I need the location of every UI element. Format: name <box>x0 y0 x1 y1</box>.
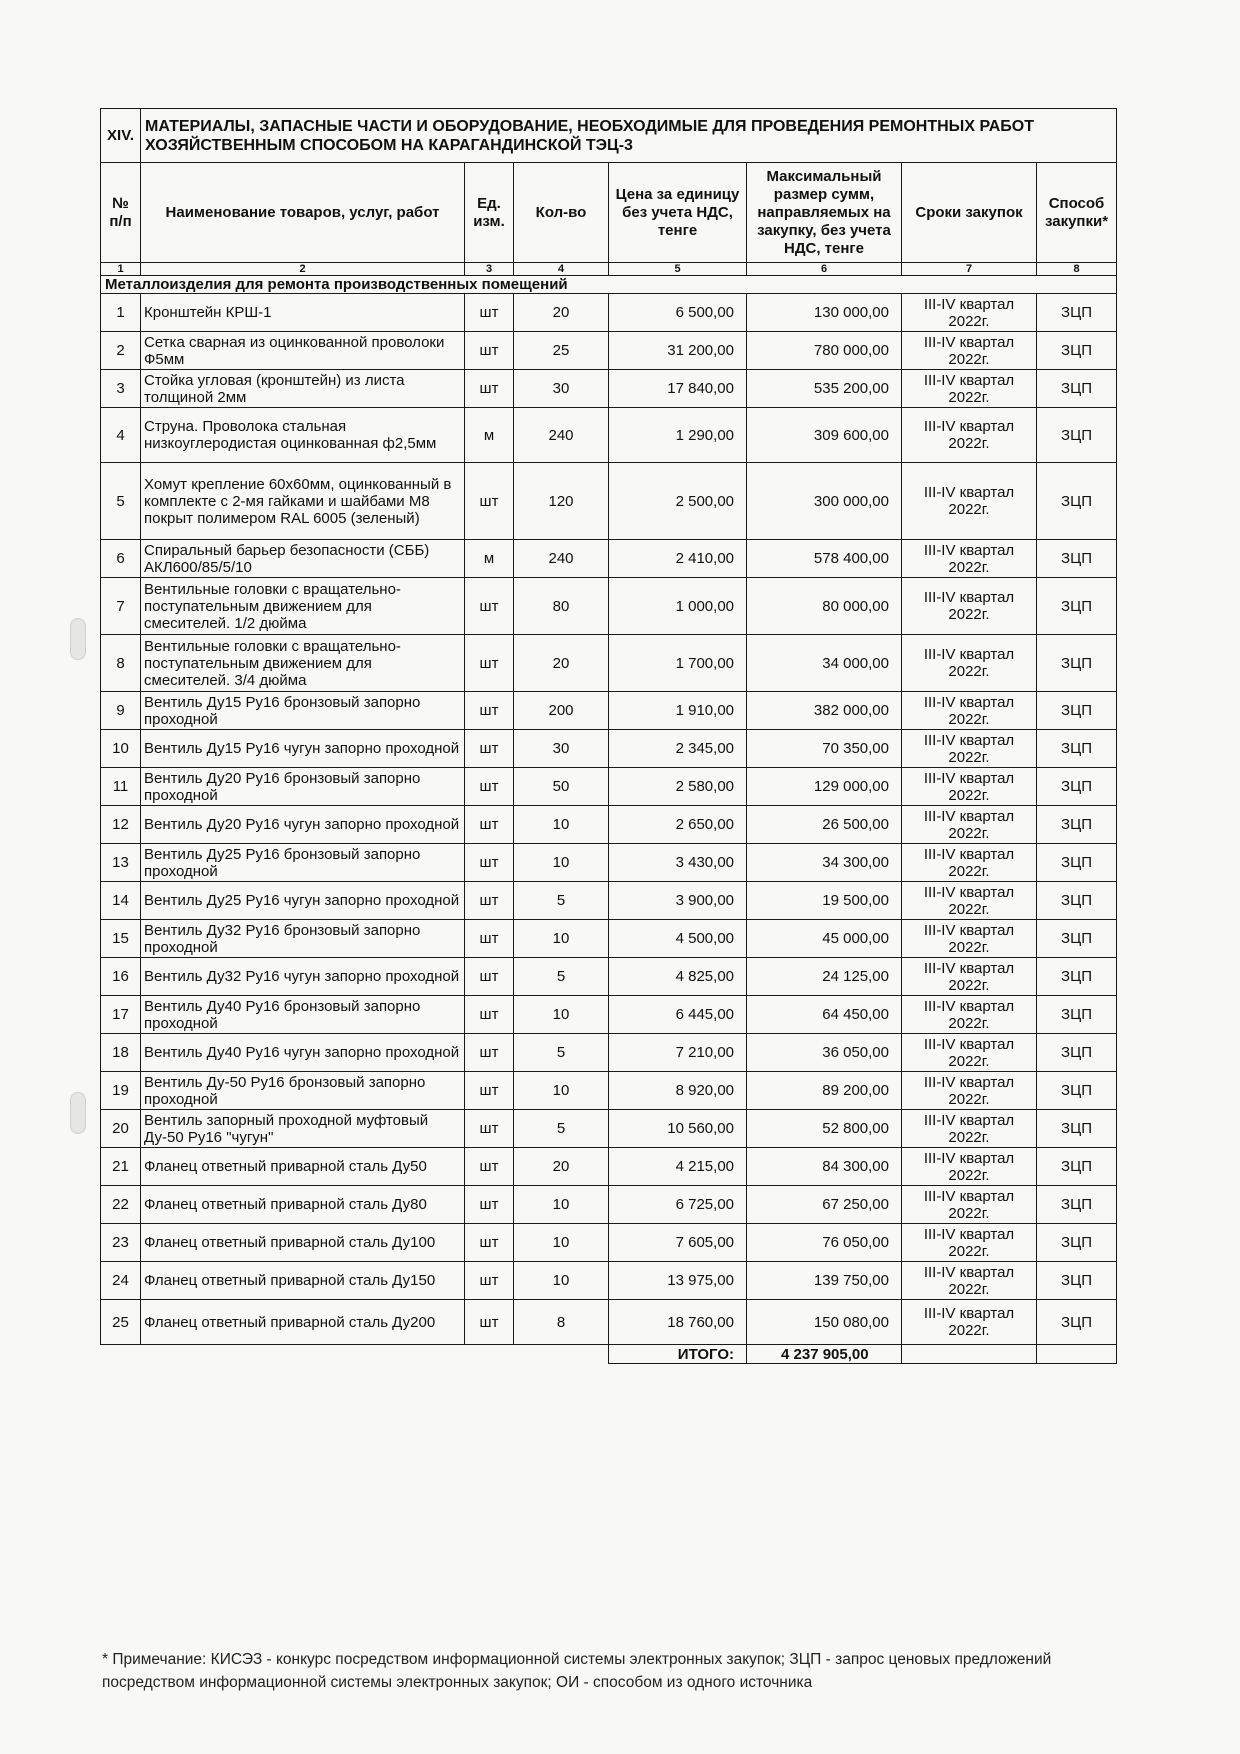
item-price: 7 210,00 <box>609 1034 747 1072</box>
item-method: ЗЦП <box>1037 768 1117 806</box>
item-number: 23 <box>101 1224 141 1262</box>
item-price: 7 605,00 <box>609 1224 747 1262</box>
table-row <box>101 692 1117 730</box>
item-qty: 5 <box>514 1034 609 1072</box>
item-name: Вентиль Ду15 Ру16 чугун запорно проходной <box>141 730 465 768</box>
column-index: 5 <box>609 263 747 276</box>
item-name: Вентильные головки с вращательно-поступательным движением для смесителей. 3/4 дюйма <box>141 635 465 692</box>
item-term: III-IV квартал 2022г. <box>902 1148 1037 1186</box>
item-term: III-IV квартал 2022г. <box>902 1224 1037 1262</box>
table-row <box>101 1262 1117 1300</box>
item-term: III-IV квартал 2022г. <box>902 844 1037 882</box>
table-row <box>101 463 1117 540</box>
header-price: Цена за единицу без учета НДС, тенге <box>609 163 747 263</box>
item-qty: 10 <box>514 920 609 958</box>
item-price: 31 200,00 <box>609 332 747 370</box>
item-number: 4 <box>101 408 141 463</box>
item-number: 17 <box>101 996 141 1034</box>
table-row <box>101 1110 1117 1148</box>
item-unit: шт <box>465 332 514 370</box>
item-term: III-IV квартал 2022г. <box>902 1072 1037 1110</box>
item-qty: 20 <box>514 1148 609 1186</box>
item-name: Вентиль Ду32 Ру16 чугун запорно проходной <box>141 958 465 996</box>
item-qty: 8 <box>514 1300 609 1345</box>
item-method: ЗЦП <box>1037 332 1117 370</box>
item-number: 7 <box>101 578 141 635</box>
table-row <box>101 958 1117 996</box>
item-price: 1 000,00 <box>609 578 747 635</box>
table-row <box>101 294 1117 332</box>
item-price: 4 215,00 <box>609 1148 747 1186</box>
item-unit: шт <box>465 1034 514 1072</box>
table-row <box>101 730 1117 768</box>
item-price: 1 290,00 <box>609 408 747 463</box>
item-qty: 20 <box>514 635 609 692</box>
total-row <box>101 1345 1117 1364</box>
item-number: 19 <box>101 1072 141 1110</box>
item-sum: 64 450,00 <box>747 996 902 1034</box>
group-row <box>101 276 1117 294</box>
header-qty: Кол-во <box>514 163 609 263</box>
section-title-row <box>101 109 1117 163</box>
item-sum: 70 350,00 <box>747 730 902 768</box>
item-price: 6 445,00 <box>609 996 747 1034</box>
header-method: Способ закупки* <box>1037 163 1117 263</box>
item-unit: шт <box>465 958 514 996</box>
item-unit: м <box>465 540 514 578</box>
item-price: 3 900,00 <box>609 882 747 920</box>
item-number: 18 <box>101 1034 141 1072</box>
item-unit: шт <box>465 806 514 844</box>
table-row <box>101 920 1117 958</box>
item-sum: 300 000,00 <box>747 463 902 540</box>
item-name: Спиральный барьер безопасности (СББ) АКЛ600/85/5/10 <box>141 540 465 578</box>
item-sum: 129 000,00 <box>747 768 902 806</box>
item-number: 11 <box>101 768 141 806</box>
item-method: ЗЦП <box>1037 463 1117 540</box>
item-name: Вентиль Ду15 Ру16 бронзовый запорно проходной <box>141 692 465 730</box>
item-method: ЗЦП <box>1037 958 1117 996</box>
item-method: ЗЦП <box>1037 844 1117 882</box>
item-unit: шт <box>465 882 514 920</box>
item-name: Вентиль Ду25 Ру16 чугун запорно проходной <box>141 882 465 920</box>
table-row <box>101 768 1117 806</box>
header-max-sum: Максимальный размер сумм, направляемых на закупку, без учета НДС, тенге <box>747 163 902 263</box>
item-price: 18 760,00 <box>609 1300 747 1345</box>
item-number: 1 <box>101 294 141 332</box>
item-sum: 139 750,00 <box>747 1262 902 1300</box>
item-method: ЗЦП <box>1037 294 1117 332</box>
punch-hole-mark <box>70 1092 86 1134</box>
item-price: 6 725,00 <box>609 1186 747 1224</box>
item-qty: 10 <box>514 806 609 844</box>
item-sum: 24 125,00 <box>747 958 902 996</box>
table-row <box>101 1034 1117 1072</box>
item-sum: 34 000,00 <box>747 635 902 692</box>
item-name: Фланец ответный приварной сталь Ду100 <box>141 1224 465 1262</box>
item-unit: шт <box>465 463 514 540</box>
item-term: III-IV квартал 2022г. <box>902 920 1037 958</box>
item-price: 8 920,00 <box>609 1072 747 1110</box>
item-sum: 130 000,00 <box>747 294 902 332</box>
item-number: 8 <box>101 635 141 692</box>
item-qty: 50 <box>514 768 609 806</box>
column-index-row <box>101 263 1117 276</box>
item-sum: 80 000,00 <box>747 578 902 635</box>
item-number: 25 <box>101 1300 141 1345</box>
item-unit: шт <box>465 370 514 408</box>
item-unit: шт <box>465 1224 514 1262</box>
item-qty: 5 <box>514 1110 609 1148</box>
item-method: ЗЦП <box>1037 692 1117 730</box>
item-term: III-IV квартал 2022г. <box>902 463 1037 540</box>
item-name: Фланец ответный приварной сталь Ду150 <box>141 1262 465 1300</box>
item-name: Фланец ответный приварной сталь Ду50 <box>141 1148 465 1186</box>
item-method: ЗЦП <box>1037 1224 1117 1262</box>
item-sum: 34 300,00 <box>747 844 902 882</box>
item-qty: 10 <box>514 1262 609 1300</box>
total-empty-cell <box>1037 1345 1117 1364</box>
item-method: ЗЦП <box>1037 1034 1117 1072</box>
item-price: 1 910,00 <box>609 692 747 730</box>
item-price: 2 345,00 <box>609 730 747 768</box>
item-number: 6 <box>101 540 141 578</box>
item-method: ЗЦП <box>1037 996 1117 1034</box>
item-term: III-IV квартал 2022г. <box>902 408 1037 463</box>
item-term: III-IV квартал 2022г. <box>902 1262 1037 1300</box>
item-price: 6 500,00 <box>609 294 747 332</box>
item-name: Вентиль Ду25 Ру16 бронзовый запорно проходной <box>141 844 465 882</box>
item-term: III-IV квартал 2022г. <box>902 1034 1037 1072</box>
item-term: III-IV квартал 2022г. <box>902 996 1037 1034</box>
table-row <box>101 1300 1117 1345</box>
footnote: * Примечание: КИСЭЗ - конкурс посредством информационной системы электронных закупок; ЗЦП - запрос ценовых предложений посредством информационной системы электронных закупок; ОИ - способом из одного источника <box>102 1651 1052 1691</box>
item-number: 20 <box>101 1110 141 1148</box>
item-number: 24 <box>101 1262 141 1300</box>
item-unit: шт <box>465 692 514 730</box>
item-name: Вентиль Ду20 Ру16 чугун запорно проходной <box>141 806 465 844</box>
item-method: ЗЦП <box>1037 1148 1117 1186</box>
item-method: ЗЦП <box>1037 635 1117 692</box>
table-row <box>101 578 1117 635</box>
table-row <box>101 408 1117 463</box>
item-name: Вентиль Ду20 Ру16 бронзовый запорно проходной <box>141 768 465 806</box>
item-number: 5 <box>101 463 141 540</box>
header-unit: Ед. изм. <box>465 163 514 263</box>
item-unit: шт <box>465 1110 514 1148</box>
item-qty: 240 <box>514 408 609 463</box>
item-unit: шт <box>465 1186 514 1224</box>
item-qty: 5 <box>514 882 609 920</box>
item-method: ЗЦП <box>1037 578 1117 635</box>
item-number: 13 <box>101 844 141 882</box>
column-index: 7 <box>902 263 1037 276</box>
item-unit: шт <box>465 578 514 635</box>
item-number: 21 <box>101 1148 141 1186</box>
table-row <box>101 332 1117 370</box>
item-name: Кронштейн КРШ-1 <box>141 294 465 332</box>
column-index: 1 <box>101 263 141 276</box>
item-sum: 52 800,00 <box>747 1110 902 1148</box>
item-method: ЗЦП <box>1037 920 1117 958</box>
item-unit: шт <box>465 920 514 958</box>
item-price: 4 500,00 <box>609 920 747 958</box>
header-name: Наименование товаров, услуг, работ <box>141 163 465 263</box>
item-qty: 25 <box>514 332 609 370</box>
item-price: 2 410,00 <box>609 540 747 578</box>
item-term: III-IV квартал 2022г. <box>902 540 1037 578</box>
item-qty: 10 <box>514 844 609 882</box>
item-price: 1 700,00 <box>609 635 747 692</box>
item-method: ЗЦП <box>1037 882 1117 920</box>
item-number: 10 <box>101 730 141 768</box>
item-sum: 535 200,00 <box>747 370 902 408</box>
table-row <box>101 1224 1117 1262</box>
item-qty: 120 <box>514 463 609 540</box>
item-term: III-IV квартал 2022г. <box>902 806 1037 844</box>
item-method: ЗЦП <box>1037 1186 1117 1224</box>
item-qty: 10 <box>514 1224 609 1262</box>
total-label: ИТОГО: <box>609 1345 747 1364</box>
table-row <box>101 370 1117 408</box>
item-method: ЗЦП <box>1037 1110 1117 1148</box>
item-sum: 19 500,00 <box>747 882 902 920</box>
item-price: 2 500,00 <box>609 463 747 540</box>
table-row <box>101 882 1117 920</box>
total-empty-cell <box>902 1345 1037 1364</box>
item-sum: 67 250,00 <box>747 1186 902 1224</box>
item-name: Сетка сварная из оцинкованной проволоки Ф5мм <box>141 332 465 370</box>
total-spacer <box>101 1345 609 1364</box>
item-sum: 150 080,00 <box>747 1300 902 1345</box>
column-index: 3 <box>465 263 514 276</box>
item-sum: 45 000,00 <box>747 920 902 958</box>
item-qty: 240 <box>514 540 609 578</box>
item-method: ЗЦП <box>1037 540 1117 578</box>
item-qty: 30 <box>514 370 609 408</box>
item-name: Вентиль Ду40 Ру16 бронзовый запорно проходной <box>141 996 465 1034</box>
item-term: III-IV квартал 2022г. <box>902 635 1037 692</box>
item-name: Фланец ответный приварной сталь Ду80 <box>141 1186 465 1224</box>
item-name: Фланец ответный приварной сталь Ду200 <box>141 1300 465 1345</box>
item-name: Вентильные головки с вращательно-поступательным движением для смесителей. 1/2 дюйма <box>141 578 465 635</box>
item-price: 2 650,00 <box>609 806 747 844</box>
item-qty: 10 <box>514 1072 609 1110</box>
table-row <box>101 635 1117 692</box>
item-unit: шт <box>465 1262 514 1300</box>
item-term: III-IV квартал 2022г. <box>902 882 1037 920</box>
item-name: Вентиль Ду-50 Ру16 бронзовый запорно проходной <box>141 1072 465 1110</box>
item-term: III-IV квартал 2022г. <box>902 692 1037 730</box>
item-sum: 76 050,00 <box>747 1224 902 1262</box>
item-name: Вентиль Ду40 Ру16 чугун запорно проходной <box>141 1034 465 1072</box>
item-name: Вентиль запорный проходной муфтовый Ду-50 Ру16 "чугун" <box>141 1110 465 1148</box>
item-method: ЗЦП <box>1037 730 1117 768</box>
item-term: III-IV квартал 2022г. <box>902 1300 1037 1345</box>
item-unit: м <box>465 408 514 463</box>
item-sum: 26 500,00 <box>747 806 902 844</box>
item-unit: шт <box>465 635 514 692</box>
item-sum: 309 600,00 <box>747 408 902 463</box>
item-number: 9 <box>101 692 141 730</box>
item-number: 16 <box>101 958 141 996</box>
table-row <box>101 540 1117 578</box>
item-name: Хомут крепление 60х60мм, оцинкованный в комплекте с 2-мя гайками и шайбами М8 покрыт полимером RAL 6005 (зеленый) <box>141 463 465 540</box>
punch-hole-mark <box>70 618 86 660</box>
item-method: ЗЦП <box>1037 1300 1117 1345</box>
item-sum: 84 300,00 <box>747 1148 902 1186</box>
table-row <box>101 806 1117 844</box>
item-qty: 20 <box>514 294 609 332</box>
item-price: 4 825,00 <box>609 958 747 996</box>
item-term: III-IV квартал 2022г. <box>902 768 1037 806</box>
table-row <box>101 844 1117 882</box>
group-title: Металлоизделия для ремонта производственных помещений <box>101 276 1117 294</box>
item-method: ЗЦП <box>1037 408 1117 463</box>
item-name: Вентиль Ду32 Ру16 бронзовый запорно проходной <box>141 920 465 958</box>
column-index: 2 <box>141 263 465 276</box>
item-price: 17 840,00 <box>609 370 747 408</box>
item-price: 10 560,00 <box>609 1110 747 1148</box>
item-number: 2 <box>101 332 141 370</box>
item-number: 12 <box>101 806 141 844</box>
item-price: 3 430,00 <box>609 844 747 882</box>
item-qty: 80 <box>514 578 609 635</box>
item-number: 14 <box>101 882 141 920</box>
procurement-table <box>100 108 1117 1364</box>
item-qty: 5 <box>514 958 609 996</box>
item-qty: 200 <box>514 692 609 730</box>
item-number: 22 <box>101 1186 141 1224</box>
item-term: III-IV квартал 2022г. <box>902 958 1037 996</box>
item-unit: шт <box>465 996 514 1034</box>
item-term: III-IV квартал 2022г. <box>902 1110 1037 1148</box>
item-sum: 578 400,00 <box>747 540 902 578</box>
header-num: № п/п <box>101 163 141 263</box>
item-unit: шт <box>465 844 514 882</box>
item-price: 13 975,00 <box>609 1262 747 1300</box>
item-unit: шт <box>465 730 514 768</box>
item-method: ЗЦП <box>1037 1262 1117 1300</box>
item-term: III-IV квартал 2022г. <box>902 578 1037 635</box>
item-unit: шт <box>465 1300 514 1345</box>
item-term: III-IV квартал 2022г. <box>902 1186 1037 1224</box>
section-title: МАТЕРИАЛЫ, ЗАПАСНЫЕ ЧАСТИ И ОБОРУДОВАНИЕ, НЕОБХОДИМЫЕ ДЛЯ ПРОВЕДЕНИЯ РЕМОНТНЫХ РАБОТ ХОЗЯЙСТВЕННЫМ СПОСОБОМ НА КАРАГАНДИНСКОЙ ТЭЦ-3 <box>141 109 1117 163</box>
item-unit: шт <box>465 768 514 806</box>
item-unit: шт <box>465 1072 514 1110</box>
item-term: III-IV квартал 2022г. <box>902 332 1037 370</box>
table-row <box>101 1148 1117 1186</box>
item-term: III-IV квартал 2022г. <box>902 730 1037 768</box>
item-method: ЗЦП <box>1037 806 1117 844</box>
item-number: 15 <box>101 920 141 958</box>
total-value: 4 237 905,00 <box>747 1345 902 1364</box>
item-sum: 780 000,00 <box>747 332 902 370</box>
item-method: ЗЦП <box>1037 370 1117 408</box>
header-terms: Сроки закупок <box>902 163 1037 263</box>
item-price: 2 580,00 <box>609 768 747 806</box>
item-term: III-IV квартал 2022г. <box>902 294 1037 332</box>
item-unit: шт <box>465 294 514 332</box>
item-sum: 382 000,00 <box>747 692 902 730</box>
item-number: 3 <box>101 370 141 408</box>
item-qty: 30 <box>514 730 609 768</box>
table-row <box>101 1186 1117 1224</box>
table-body <box>101 109 1117 1364</box>
table-row <box>101 1072 1117 1110</box>
item-term: III-IV квартал 2022г. <box>902 370 1037 408</box>
column-index: 4 <box>514 263 609 276</box>
item-sum: 89 200,00 <box>747 1072 902 1110</box>
column-header-row <box>101 163 1117 263</box>
item-sum: 36 050,00 <box>747 1034 902 1072</box>
table-row <box>101 996 1117 1034</box>
item-name: Стойка угловая (кронштейн) из листа толщиной 2мм <box>141 370 465 408</box>
item-method: ЗЦП <box>1037 1072 1117 1110</box>
item-name: Струна. Проволока стальная низкоуглеродистая оцинкованная ф2,5мм <box>141 408 465 463</box>
item-qty: 10 <box>514 1186 609 1224</box>
column-index: 6 <box>747 263 902 276</box>
section-number: XIV. <box>101 109 141 163</box>
column-index: 8 <box>1037 263 1117 276</box>
item-qty: 10 <box>514 996 609 1034</box>
item-unit: шт <box>465 1148 514 1186</box>
